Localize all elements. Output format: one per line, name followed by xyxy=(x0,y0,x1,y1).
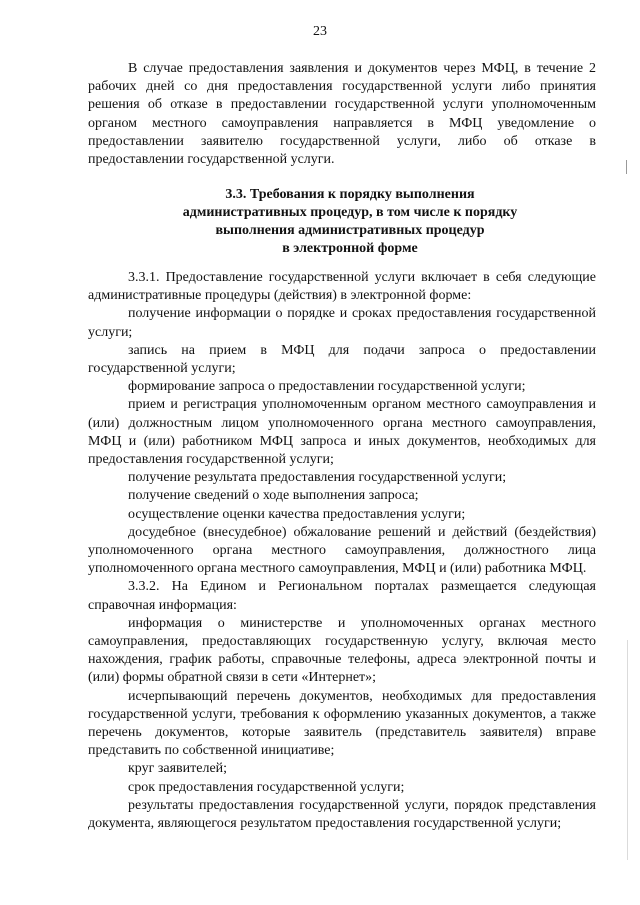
intro-paragraph: В случае предоставления заявления и документов через МФЦ, в течение 2 рабочих дней со дня предоставления государственной услуги либо принятия решения об отказе в предоставлении государственной услуги уполномоченным органом местного самоуправления направляется в МФЦ уведомление о предоставлении заявителю государственной услуги, либо об отказе в предоставлении государственной услуги. xyxy=(88,61,596,168)
section-heading xyxy=(150,186,550,258)
paragraph: исчерпывающий перечень документов, необходимых для предоставления государственной услуги, требования к оформлению указанных документов, а также перечень документов, которые заявитель (представитель заявителя) вправе представить по собственной инициативе; xyxy=(88,688,596,759)
page-number: 23 xyxy=(313,24,327,39)
heading-line: в электронной форме xyxy=(282,241,418,256)
paragraph: 3.3.2. На Едином и Региональном порталах размещается следующая справочная информация: xyxy=(88,579,596,613)
heading-line: выполнения административных процедур xyxy=(215,223,485,238)
scan-mark xyxy=(626,160,627,174)
paragraph: результаты предоставления государственной услуги, порядок представления документа, являющегося результатом предоставления государственной услуги; xyxy=(88,797,596,832)
paragraph: получение сведений о ходе выполнения запроса; xyxy=(128,488,419,504)
paragraph: информация о министерстве и уполномоченных органах местного самоуправления, предоставляющих государственную услугу, включая место нахождения, график работы, справочные телефоны, адреса электронной почты и (или) формы обратной связи в сети «Интернет»; xyxy=(88,615,596,686)
paragraph: 3.3.1. Предоставление государственной услуги включает в себя следующие административные процедуры (действия) в электронной форме: xyxy=(88,270,596,304)
paragraph: получение информации о порядке и сроках предоставления государственной услуги; xyxy=(88,306,596,340)
heading-line: 3.3. Требования к порядку выполнения xyxy=(225,187,475,202)
paragraph: досудебное (внесудебное) обжалование решений и действий (бездействия) уполномоченного органа местного самоуправления, должностного лица уполномоченного органа местного самоуправления, МФЦ и (или) работника МФЦ. xyxy=(88,524,596,577)
paragraph: запись на прием в МФЦ для подачи запроса о предоставлении государственной услуги; xyxy=(88,342,596,377)
paragraph: формирование запроса о предоставлении государственной услуги; xyxy=(128,379,526,395)
paragraph: осуществление оценки качества предоставления услуги; xyxy=(128,506,466,522)
paragraph: прием и регистрация уполномоченным органом местного самоуправления и (или) должностным лицом уполномоченного органа местного самоуправления, МФЦ и (или) работником МФЦ запроса и иных документов, необходимых для предоставления государственной услуги; xyxy=(88,397,596,468)
scan-mark xyxy=(627,640,628,860)
body-block xyxy=(88,269,596,833)
paragraph: срок предоставления государственной услуги; xyxy=(128,779,405,795)
paragraph: получение результата предоставления государственной услуги; xyxy=(128,470,507,486)
intro-block xyxy=(88,60,596,169)
heading-line: административных процедур, в том числе к порядку xyxy=(182,205,518,220)
paragraph: круг заявителей; xyxy=(128,761,228,777)
